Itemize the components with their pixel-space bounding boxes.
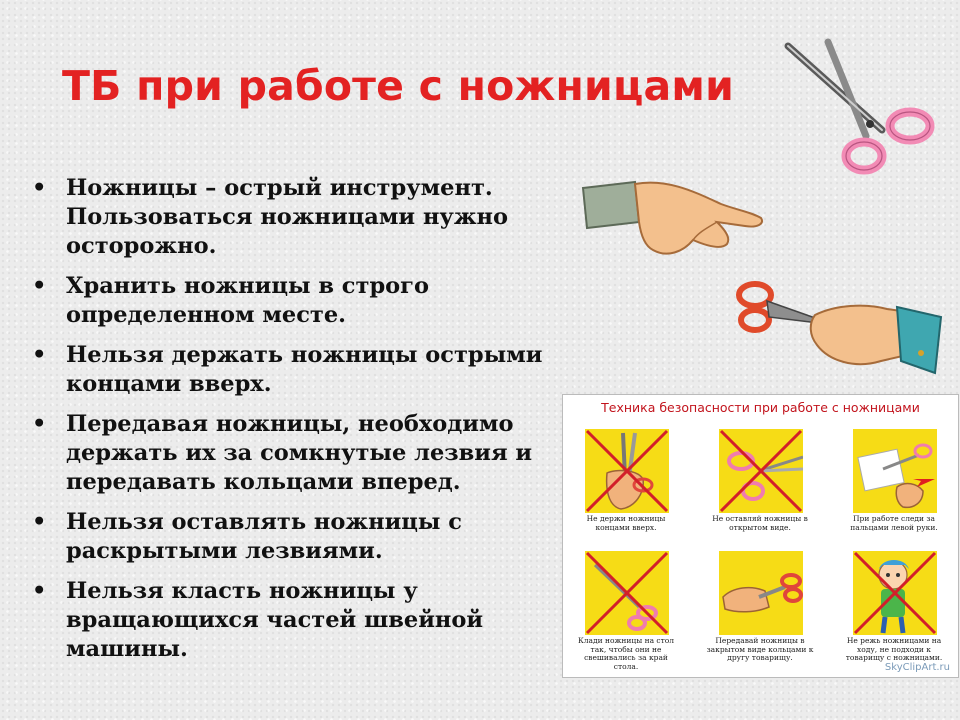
cutting-paper-icon <box>853 429 937 513</box>
bullet-text: Нельзя оставлять ножницы с раскрытыми лезвиями. <box>66 509 462 564</box>
poster-tile <box>705 429 815 531</box>
tile-caption: Клади ножницы на стол так, чтобы они не свешивались за край стола. <box>577 636 675 671</box>
bullet-marker: • <box>32 509 47 535</box>
prohibition-cross-icon <box>585 429 669 513</box>
slide-title: ТБ при работе с ножницами <box>62 62 735 110</box>
tile-picture <box>585 551 669 635</box>
bullet-item <box>30 508 610 566</box>
bullet-marker: • <box>32 175 47 201</box>
prohibition-cross-icon <box>585 551 669 635</box>
bullet-item <box>30 577 610 664</box>
tile-caption: Передавай ножницы в закрытом виде кольцами к другу товарищу. <box>706 636 814 662</box>
bullet-item <box>30 174 610 261</box>
bullet-marker: • <box>32 578 47 604</box>
tile-caption: Не режь ножницами на ходу, не подходи к товарищу с ножницами. <box>845 636 943 662</box>
safety-poster <box>562 394 959 678</box>
watermark: SkyClipArt.ru <box>884 662 950 673</box>
bullet-text: Хранить ножницы в строго определенном месте. <box>66 273 429 328</box>
tile-picture <box>719 551 803 635</box>
bullet-item <box>30 341 610 399</box>
bullet-marker: • <box>32 273 47 299</box>
bullet-marker: • <box>32 411 47 437</box>
hand-passing-scissors-icon <box>725 265 955 395</box>
bullet-text: Передавая ножницы, необходимо держать их за сомкнутые лезвия и передавать кольцами вперед. <box>66 411 533 495</box>
tile-picture <box>853 551 937 635</box>
tile-picture <box>719 429 803 513</box>
tile-caption: При работе следи за пальцами левой руки. <box>850 514 938 532</box>
tile-picture <box>853 429 937 513</box>
bullet-item <box>30 272 610 330</box>
bullet-text: Нельзя класть ножницы у вращающихся частей швейной машины. <box>66 578 484 662</box>
prohibition-cross-icon <box>719 429 803 513</box>
tile-picture <box>585 429 669 513</box>
prohibition-cross-icon <box>853 551 937 635</box>
tile-caption: Не держи ножницы концами вверх. <box>586 514 666 532</box>
passing-scissors-icon <box>719 551 803 635</box>
poster-tile <box>571 551 681 671</box>
poster-tile <box>839 429 949 531</box>
tile-caption: Не оставляй ножницы в открытом виде. <box>712 514 808 532</box>
poster-tile <box>705 551 815 662</box>
bullet-marker: • <box>32 342 47 368</box>
bullet-item <box>30 410 610 497</box>
bullet-text: Ножницы – острый инструмент. Пользоваться ножницами нужно осторожно. <box>66 175 509 259</box>
poster-tile <box>839 551 949 662</box>
poster-title: Техника безопасности при работе с ножницами <box>601 400 920 415</box>
poster-tile <box>571 429 681 531</box>
bullet-text: Нельзя держать ножницы острыми концами вверх. <box>66 342 543 397</box>
scissors-icon <box>770 38 950 178</box>
bullet-list <box>30 174 610 675</box>
